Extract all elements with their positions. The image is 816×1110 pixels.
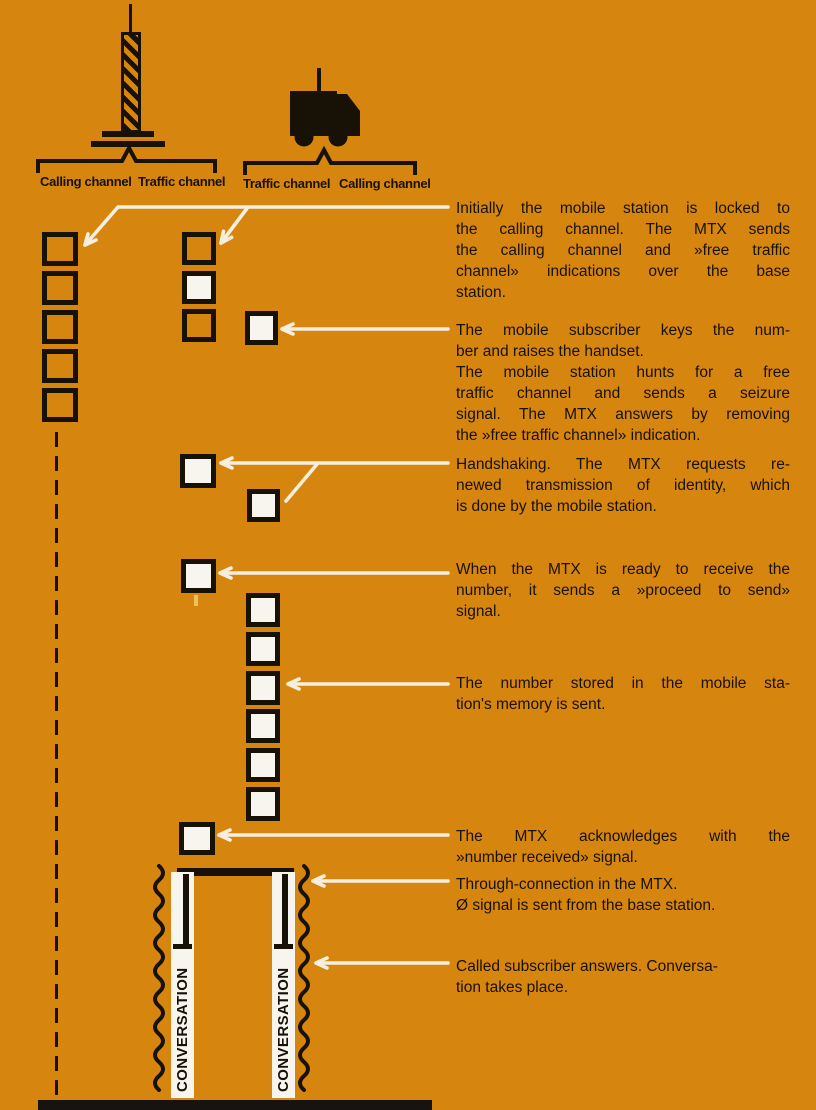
annotation-line: tion takes place. (456, 979, 569, 996)
annotation-line: the calling channel. The MTX sends (456, 221, 790, 238)
annotation-line: »number received» signal. (456, 849, 638, 866)
pointer-seizure (282, 324, 448, 334)
annotation-line: signal. The MTX answers by removing (456, 406, 790, 423)
annotation-line: traffic channel and sends a seizure (456, 385, 790, 402)
annotation-handshaking (456, 454, 790, 517)
annotation-conversation (456, 956, 790, 998)
annotation-line: tion's memory is sent. (456, 696, 606, 713)
annotation-line: Through-connection in the MTX. (456, 876, 678, 893)
annotation-line: Called subscriber answers. Conversa- (456, 958, 718, 975)
label-mobile-traffic-channel: Traffic channel (243, 176, 331, 191)
annotation-line: channel» indications over the base (456, 263, 790, 280)
annotation-subscriber-keys-number (456, 320, 790, 446)
bottom-band (38, 1100, 432, 1110)
pointer-proceed-to-send (220, 568, 448, 578)
pointer-through-connection (313, 876, 448, 886)
annotation-line: the »free traffic channel» indication. (456, 427, 701, 444)
annotation-line: The MTX acknowledges with the (456, 828, 790, 845)
annotation-line: Initially the mobile station is locked to (456, 200, 790, 217)
annotation-line: number, it sends a »proceed to send» (456, 582, 790, 599)
conversation-label-right: CONVERSATION (275, 967, 292, 1092)
annotation-proceed-to-send (456, 559, 790, 622)
annotation-line: station. (456, 284, 506, 301)
label-base-calling-channel: Calling channel (40, 174, 132, 189)
annotation-line: Ø signal is sent from the base station. (456, 897, 716, 914)
conversation-label-left: CONVERSATION (174, 967, 191, 1092)
label-mobile-calling-channel: Calling channel (339, 176, 431, 191)
pointer-number-received (219, 830, 448, 840)
annotation-line: newed transmission of identity, which (456, 477, 790, 494)
annotation-number-received (456, 826, 790, 868)
label-base-traffic-channel: Traffic channel (138, 174, 226, 189)
annotation-line: the calling channel and »free traffic (456, 242, 790, 259)
pointer-conversation (316, 958, 448, 968)
annotation-line: is done by the mobile station. (456, 498, 657, 515)
annotation-line: The number stored in the mobile sta- (456, 675, 790, 692)
annotation-line: ber and raises the handset. (456, 343, 644, 360)
annotation-number-sent (456, 673, 790, 715)
annotation-line: signal. (456, 603, 501, 620)
pointer-initial-lock (85, 207, 448, 245)
pointer-number-sent (288, 679, 448, 689)
annotation-line: When the MTX is ready to receive the (456, 561, 790, 578)
annotation-through-connection (456, 874, 790, 916)
pointer-handshaking (221, 458, 448, 501)
annotation-line: The mobile subscriber keys the num- (456, 322, 790, 339)
annotation-line: The mobile station hunts for a free (456, 364, 790, 381)
annotation-line: Handshaking. The MTX requests re- (456, 456, 790, 473)
annotation-initial-lock (456, 198, 790, 303)
